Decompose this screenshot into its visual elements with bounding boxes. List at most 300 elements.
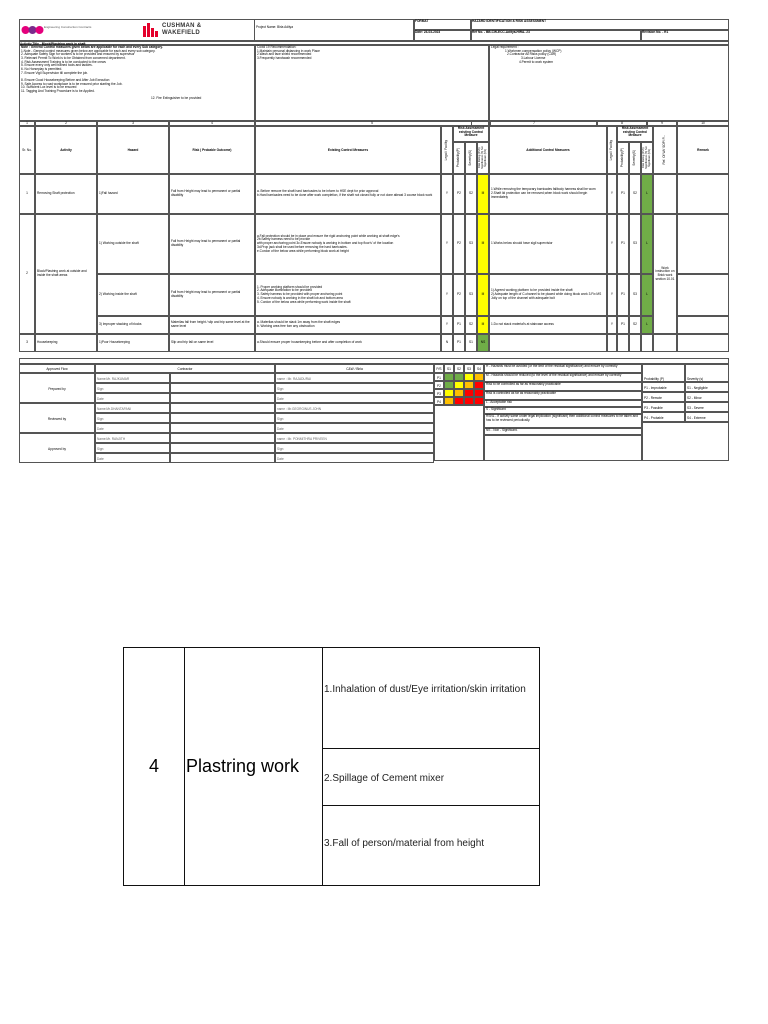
cell-ref bbox=[653, 334, 677, 352]
note-line: 6. No Horseplay is permitted. bbox=[21, 67, 63, 72]
cell-text: 1.Works below should have sigil supervisior bbox=[491, 241, 553, 246]
cell-text: M bbox=[481, 322, 485, 327]
col-legal2-label: Legal / Facility bbox=[609, 139, 614, 161]
cell-text: 3 bbox=[26, 340, 28, 345]
matrix-cell bbox=[444, 389, 454, 397]
matrix-cell bbox=[464, 373, 474, 381]
cell-text: 1) Working outside the shaft bbox=[99, 241, 139, 246]
cell-activity bbox=[35, 214, 97, 334]
contractor-sign-box bbox=[170, 403, 275, 413]
ref-cell bbox=[471, 30, 641, 41]
cell-text: 2 bbox=[26, 271, 28, 276]
legal-line: Legal requirement : bbox=[491, 45, 519, 49]
cell-text: P1 bbox=[621, 191, 625, 196]
covid-line: Covid 19 Recommendation: bbox=[257, 45, 297, 49]
legal-line: 2.Contractor All Risks policy (CAR) bbox=[507, 52, 557, 57]
cell-p bbox=[453, 174, 465, 214]
colnum: 3 bbox=[97, 121, 169, 126]
matrix-cell bbox=[464, 381, 474, 389]
colnum: 5 bbox=[255, 121, 489, 126]
cell-s2 bbox=[629, 274, 641, 316]
colnum: 7 bbox=[471, 121, 597, 126]
cell-text: S2 bbox=[633, 322, 637, 327]
cell-text: S1 bbox=[469, 340, 473, 345]
col-prob2 bbox=[617, 142, 629, 174]
cell-text: Removing Shaft protection bbox=[37, 191, 75, 196]
revision-cell bbox=[641, 30, 729, 41]
cell-text: S3 bbox=[633, 292, 637, 297]
approval-role: Approved by bbox=[19, 433, 95, 463]
cell-p bbox=[453, 214, 465, 274]
cell-p2 bbox=[617, 274, 629, 316]
title-cell bbox=[471, 19, 729, 30]
cell-activity bbox=[35, 174, 97, 214]
col-rating bbox=[477, 142, 489, 174]
cell-hazard bbox=[97, 274, 169, 316]
matrix-cell bbox=[454, 381, 464, 389]
cell-sr bbox=[19, 174, 35, 214]
note-line: 1.Note - General control measures given below are applicable for each and every sub category. bbox=[21, 48, 156, 53]
cell-remark bbox=[677, 334, 729, 352]
contractor-sign-box bbox=[170, 413, 275, 423]
contractor-date: Date bbox=[95, 423, 170, 433]
cell-legal bbox=[441, 316, 453, 334]
legend-line: NS - Non - Significant. bbox=[484, 428, 642, 435]
legend-line: Risk to be controlled as far as reasonably practicable bbox=[484, 382, 642, 391]
note-line: 2. Adequate Safety Sign for workers is to be provided and ensured by supervisor bbox=[21, 52, 135, 57]
cell-p bbox=[453, 334, 465, 352]
cell-text: P1 bbox=[621, 322, 625, 327]
contractor-sign-box bbox=[170, 443, 275, 453]
note-line: 8. Ensure Good Housekeeping Before and After Job Execution bbox=[21, 77, 110, 82]
cw-date: Date bbox=[275, 393, 434, 403]
cell-text: 1 bbox=[26, 191, 28, 196]
matrix-cell bbox=[444, 381, 454, 389]
cell-text: P1 bbox=[621, 241, 625, 246]
legal-line: 4.Permit to work system bbox=[519, 59, 554, 64]
probability-item: P3 - Possible bbox=[642, 402, 685, 412]
cell-existing bbox=[255, 316, 441, 334]
cell-ref bbox=[653, 174, 677, 214]
hira-document bbox=[19, 19, 729, 461]
project-cell bbox=[254, 19, 414, 41]
snippet-hazard-3: 3.Fall of person/material from height bbox=[324, 838, 485, 849]
cell-s bbox=[465, 274, 477, 316]
cell-legal2 bbox=[607, 334, 617, 352]
legend-blank bbox=[484, 435, 642, 461]
col-rating2-label: Risk Rating (PxS) Significance (S) Not Significant (NS) bbox=[641, 146, 651, 170]
cell-text: M bbox=[481, 191, 485, 196]
note-line: Note : General Control measures given below are applicable for each and every Sub category. bbox=[21, 45, 163, 49]
cell-p bbox=[453, 316, 465, 334]
cell-r bbox=[477, 174, 489, 214]
cell-r bbox=[477, 316, 489, 334]
approved-flow-head: Approved Flow bbox=[19, 364, 95, 373]
matrix-head: S4 bbox=[474, 364, 484, 373]
cell-hazard bbox=[97, 174, 169, 214]
cell-ref bbox=[653, 214, 677, 334]
brand-line2: WAKEFIELD bbox=[162, 29, 201, 36]
cell-text: 3) Improper stacking of blocks bbox=[99, 322, 142, 327]
cell-legal2 bbox=[607, 174, 617, 214]
cell-s2 bbox=[629, 174, 641, 214]
cw-birla-head: C&W / Birla bbox=[275, 364, 434, 373]
legend-line: Risk is controlled as far as reasonably practicable bbox=[484, 391, 642, 400]
document-title: HAZARD IDENTIFICATION & RISK ASSESSMENT bbox=[472, 19, 547, 23]
cell-s bbox=[465, 214, 477, 274]
col-ra-existing: Risk Assessment existing Control Measure bbox=[453, 126, 489, 142]
cw-date: Date bbox=[275, 423, 434, 433]
covid-notes bbox=[255, 45, 489, 121]
contractor-name: Name:Mr.DHANTAPANI bbox=[95, 403, 170, 413]
matrix-head: S3 bbox=[464, 364, 474, 373]
cell-legal bbox=[441, 274, 453, 316]
contractor-name: Name:Mr. RAJKUMAR bbox=[95, 373, 170, 383]
cell-text: S2 bbox=[469, 322, 473, 327]
cell-text: P2 bbox=[457, 241, 461, 246]
colnum: 10 bbox=[677, 121, 729, 126]
cell-text: Fall from Height may lead to permanent or partial disability bbox=[171, 290, 241, 298]
colnum: 2 bbox=[35, 121, 97, 126]
approval-role: Prepared by bbox=[19, 373, 95, 403]
cell-text: Fall from Height may lead to permanent or partial disability bbox=[171, 239, 241, 247]
cell-r2 bbox=[641, 274, 653, 316]
covid-line: 1.Maintain personal distancing in work Place bbox=[257, 48, 320, 53]
covid-line: 3.Frequently handwash recommended bbox=[257, 56, 312, 61]
cell-text: NS bbox=[480, 340, 486, 345]
document-date: Date: 24-03-2023 bbox=[415, 30, 441, 34]
note-line: 11. Tagging And Training Procedure is to be Applied. bbox=[21, 88, 95, 93]
cell-text: 1. Proper working platform should be provided 2. Adequate illumination to be provided 3. Safety harness to be provided with proper anchoring point 4. Ensure nobody is working in the shaft lob and bottom area 5. Cordon of the below area while performing work inside the shaft bbox=[257, 284, 351, 304]
cell-risk bbox=[169, 334, 255, 352]
cell-legal2 bbox=[607, 316, 617, 334]
cell-remark bbox=[677, 274, 729, 316]
cell-sr bbox=[19, 214, 35, 334]
cw-sign: Sign bbox=[275, 383, 434, 393]
cell-additional bbox=[489, 274, 607, 316]
activity-title: Activity Title - Block/Plastring work in shaft bbox=[19, 41, 729, 45]
cw-name: name : Mr. PONMITHRA PRIVEEN bbox=[275, 433, 434, 443]
matrix-cell bbox=[474, 381, 484, 389]
snippet-hazard-1: 1.Inhalation of dust/Eye irritation/skin irritation bbox=[323, 648, 539, 749]
cell-remark bbox=[677, 214, 729, 274]
matrix-p: P2 bbox=[434, 381, 444, 389]
cell-hazard bbox=[97, 214, 169, 274]
cell-existing bbox=[255, 334, 441, 352]
matrix-p: P1 bbox=[434, 373, 444, 381]
legend-line: H - Hazards must be avoided (or the limit of the residual significance) and ensure by correctly bbox=[484, 364, 642, 373]
legal-line: 1.Workmen compensation policy (WCP) bbox=[505, 48, 562, 53]
contractor-sign: Sign bbox=[95, 443, 170, 453]
cell-remark bbox=[677, 174, 729, 214]
cw-name: name : Mr. RAJADURAI bbox=[275, 373, 434, 383]
matrix-cell bbox=[474, 389, 484, 397]
matrix-head: P/S bbox=[434, 364, 444, 373]
contractor-head: Contractor bbox=[95, 364, 275, 373]
cell-p2 bbox=[617, 316, 629, 334]
contractor-date: Date bbox=[95, 453, 170, 463]
cell-existing bbox=[255, 274, 441, 316]
matrix-cell bbox=[474, 397, 484, 405]
col-existing: Existing Control Measures bbox=[255, 126, 441, 174]
severity-item: S4 - Extreme bbox=[685, 412, 729, 422]
brand-line1: CUSHMAN & bbox=[162, 23, 202, 29]
note-line: 10. Sufficient Lux level is to be ensured bbox=[21, 85, 77, 90]
cell-text: S2 bbox=[469, 191, 473, 196]
cell-text: Fall from Height may lead to permanent or partial disability bbox=[171, 189, 241, 197]
cell-activity bbox=[35, 334, 97, 352]
approval-role: Reviewed by bbox=[19, 403, 95, 433]
cell-text: 1) Agreed working platform to be provided inside the shaft 2) Adequate length of C-channel to be placed while doing block work 3.Fix MS Jolly on top of the channel with adequate bolt bbox=[491, 288, 602, 300]
severity-item: S2 - Minor bbox=[685, 392, 729, 402]
legal-line: 3.Labour License bbox=[521, 56, 546, 61]
cell-text: a. Before remove the shaft hard barricades to be inform to HSE dept for prior approval b.Hard barricades need to be done after work completion, if the shaft not closed fully or not done atleast 3 course block work bbox=[257, 189, 433, 197]
cell-text: S3 bbox=[469, 292, 473, 297]
col-remark: Remark bbox=[677, 126, 729, 174]
cell-text: L bbox=[646, 191, 648, 196]
cell-text: 1.Do not stack material's at staircase access bbox=[491, 322, 554, 327]
legend-line: M - Hazards should be reduced (to the level of the residual significance) and ensure by correctly bbox=[484, 373, 642, 382]
cell-additional bbox=[489, 174, 607, 214]
col-prob-label: Probability(P) bbox=[456, 148, 461, 168]
colnum: 8 bbox=[597, 121, 647, 126]
col-ra-after: Risk Assessment existing Control Measure bbox=[617, 126, 653, 142]
col-legal2 bbox=[607, 126, 617, 174]
cell-text: L bbox=[646, 322, 648, 327]
cell-legal bbox=[441, 214, 453, 274]
col-prob bbox=[453, 142, 465, 174]
cushman-wakefield-logo bbox=[142, 22, 252, 38]
cell-text: Y bbox=[610, 241, 614, 246]
cell-text: Y bbox=[445, 292, 449, 297]
cell-text: a.Fall protection should be in place and ensure the rigid anchoring point while working at shaft edge's 2b.Safety harness need to be provide with proper anchoring point 3c.Ensure nobody is working in bottom and top floor's' of the location 3d.Prop jack shall be used before removing the hard barricades. e.Cordon of the below area while performing block work at height bbox=[257, 233, 400, 253]
cell-r2 bbox=[641, 174, 653, 214]
col-activity: Activity bbox=[35, 126, 97, 174]
cell-text: P1 bbox=[457, 322, 461, 327]
note-line: 4. Risk Assessment Training is to be conducted to the crews bbox=[21, 59, 106, 64]
cw-sign: Sign bbox=[275, 443, 434, 453]
cell-additional bbox=[489, 316, 607, 334]
contractor-sign: Sign bbox=[95, 413, 170, 423]
matrix-p: P4 bbox=[434, 397, 444, 405]
cell-legal2 bbox=[607, 274, 617, 316]
matrix-head: S1 bbox=[444, 364, 454, 373]
cell-text: P1 bbox=[621, 292, 625, 297]
legend-line: RSNL - If activity same under legal implication (significant) then additional control measures to be taken and has to be reviewed periodically. bbox=[484, 414, 642, 428]
cell-hazard bbox=[97, 316, 169, 334]
cell-sr bbox=[19, 334, 35, 352]
building-icon bbox=[142, 23, 158, 37]
cell-text: P2 bbox=[457, 191, 461, 196]
cell-text: 1)Poor Housekeeping bbox=[99, 340, 130, 345]
cell-risk bbox=[169, 316, 255, 334]
colnum: 4 bbox=[169, 121, 255, 126]
cell-text: L bbox=[646, 292, 648, 297]
cell-text: S3 bbox=[469, 241, 473, 246]
ecc-logo bbox=[21, 22, 92, 38]
cell-text: S3 bbox=[633, 241, 637, 246]
cell-risk bbox=[169, 214, 255, 274]
cell-text: Y bbox=[610, 322, 614, 327]
col-rating2 bbox=[641, 142, 653, 174]
cw-name: name : Mr.GEORGINUS JOHN bbox=[275, 403, 434, 413]
col-sev2-label: Severity(S) bbox=[632, 150, 637, 166]
contractor-date-box bbox=[170, 393, 275, 403]
col-additional: Additional Control Measures bbox=[489, 126, 607, 174]
matrix-cell bbox=[444, 397, 454, 405]
col-prob2-label: Probability(P) bbox=[620, 148, 625, 168]
cw-sign: Sign bbox=[275, 413, 434, 423]
col-ref bbox=[653, 126, 677, 174]
cell-s2 bbox=[629, 316, 641, 334]
note-line: 5. Ensure every only well trained tools and tackles. bbox=[21, 63, 93, 68]
cell-text: a. Materilas should be stack 1m away from the shaft edges b. Working area free fom any obstruction bbox=[257, 320, 341, 328]
legal-notes bbox=[489, 45, 729, 121]
col-rating-label: Risk Rating (PxS) Significance (S) Not Significant (NS) bbox=[477, 146, 487, 170]
cell-r bbox=[477, 214, 489, 274]
severity-head: Severity (s) bbox=[685, 364, 729, 382]
cell-text: P2 bbox=[457, 292, 461, 297]
cell-text: M bbox=[481, 241, 485, 246]
contractor-date-box bbox=[170, 453, 275, 463]
cell-s bbox=[465, 174, 477, 214]
probability-head: Probability (P) bbox=[642, 364, 685, 382]
cell-text: Block/Plastring work at outside and inside the shaft areas bbox=[37, 269, 87, 277]
contractor-sign-box bbox=[170, 383, 275, 393]
cell-legal2 bbox=[607, 214, 617, 274]
project-name: Project Name: Birla Aditya bbox=[256, 25, 294, 29]
note-line: 7. Ensure Vigil Supervision till complete the job. bbox=[21, 70, 89, 75]
date-cell bbox=[414, 30, 471, 41]
cell-text: Y bbox=[445, 241, 449, 246]
cell-text: 1.While removing the temporary barricades fallbody harness shall be worn 2.Shaft lid protection can be removed,when block work should begin immediately bbox=[491, 187, 596, 199]
note-line: 3. Relevant Permit To Work is to be Obtained from concerned department. bbox=[21, 56, 126, 61]
cell-remark bbox=[677, 316, 729, 334]
cell-text: 1)Fall hazard bbox=[99, 191, 118, 196]
cell-text: N bbox=[445, 340, 449, 345]
col-sev-label: Severity(S) bbox=[468, 150, 473, 166]
col-hazard: Hazard bbox=[97, 126, 169, 174]
cell-text: a.Should ensure proper housekeeping before and after completion of work bbox=[257, 340, 362, 345]
matrix-p: P3 bbox=[434, 389, 444, 397]
plastering-snippet-table bbox=[123, 647, 540, 886]
cell-r bbox=[477, 274, 489, 316]
col-risk: Risk ( Probable Outcome) bbox=[169, 126, 255, 174]
cell-r2 bbox=[641, 214, 653, 274]
severity-item: S3 - Severe bbox=[685, 402, 729, 412]
cell-p bbox=[453, 274, 465, 316]
legend-line: L - Acceptable risk bbox=[484, 400, 642, 407]
cell-r bbox=[477, 334, 489, 352]
matrix-blank bbox=[434, 405, 484, 461]
contractor-name: Name:Mr. RANJITH bbox=[95, 433, 170, 443]
colnum: 1 bbox=[19, 121, 35, 126]
cell-text: Slip and trip fall on same level bbox=[171, 340, 214, 345]
contractor-sign: Sign bbox=[95, 383, 170, 393]
matrix-head: S2 bbox=[454, 364, 464, 373]
cell-additional bbox=[489, 334, 607, 352]
probability-item: P1 - Improbable bbox=[642, 382, 685, 392]
cell-text: P1 bbox=[457, 340, 461, 345]
covid-line: 2.Wash and face shield recommended bbox=[257, 52, 312, 57]
cell-text: Work instruction on Brick work section 10.01 bbox=[655, 265, 675, 281]
matrix-cell bbox=[454, 397, 464, 405]
cell-s2 bbox=[629, 334, 641, 352]
legend-line: S - Significant bbox=[484, 407, 642, 414]
cell-text: Y bbox=[610, 292, 614, 297]
cell-hazard bbox=[97, 334, 169, 352]
matrix-cell bbox=[444, 373, 454, 381]
contractor-sign-box bbox=[170, 433, 275, 443]
matrix-cell bbox=[454, 373, 464, 381]
cell-p2 bbox=[617, 334, 629, 352]
matrix-cell bbox=[464, 397, 474, 405]
cell-text: Materilas fall from height / slip and trip same level at the same level bbox=[171, 320, 250, 328]
matrix-cell bbox=[464, 389, 474, 397]
col-sr-no: Sr. No. bbox=[19, 126, 35, 174]
severity-item: S1 - Negligible bbox=[685, 382, 729, 392]
format-label: FORMAT bbox=[415, 19, 429, 23]
format-cell bbox=[414, 19, 471, 30]
cell-text: L bbox=[646, 241, 648, 246]
snippet-hazard-2: 2.Spillage of Cement mixer bbox=[323, 749, 539, 806]
revision-number: Revision No. - R1 bbox=[642, 30, 669, 34]
snippet-number: 4 bbox=[124, 648, 185, 885]
cell-risk bbox=[169, 274, 255, 316]
ps-blank bbox=[642, 422, 729, 461]
cell-r2 bbox=[641, 334, 653, 352]
cell-text: 2) Working inside the shaft bbox=[99, 292, 137, 297]
cell-existing bbox=[255, 214, 441, 274]
cell-text: M bbox=[481, 292, 485, 297]
cell-s2 bbox=[629, 214, 641, 274]
probability-item: P2 - Remote bbox=[642, 392, 685, 402]
col-sev2 bbox=[629, 142, 641, 174]
colnum: 9 bbox=[647, 121, 677, 126]
cell-s bbox=[465, 316, 477, 334]
cell-risk bbox=[169, 174, 255, 214]
note-line: 9. Safe Access to road workplace is to be ensured prior starting the Job. bbox=[21, 81, 123, 86]
reference-number: Ref No. - BB-CW-ECC-Aditya-HIRA- 23 bbox=[472, 30, 530, 34]
col-legal bbox=[441, 126, 453, 174]
contractor-sign-box bbox=[170, 373, 275, 383]
cell-p2 bbox=[617, 214, 629, 274]
contractor-date-box bbox=[170, 423, 275, 433]
cell-text: Y bbox=[445, 191, 449, 196]
probability-item: P4 - Probable bbox=[642, 412, 685, 422]
col-legal-label: Legal / Facility bbox=[444, 139, 449, 161]
cell-text: Housekeeping bbox=[37, 340, 58, 345]
matrix-cell bbox=[474, 373, 484, 381]
cell-p2 bbox=[617, 174, 629, 214]
cell-additional bbox=[489, 214, 607, 274]
cell-legal bbox=[441, 174, 453, 214]
cell-text: Y bbox=[445, 322, 449, 327]
general-notes bbox=[19, 45, 255, 121]
col-sev bbox=[465, 142, 477, 174]
cw-date: Date bbox=[275, 453, 434, 463]
cell-r2 bbox=[641, 316, 653, 334]
snippet-activity: Plastring work bbox=[184, 648, 323, 885]
cell-text: S2 bbox=[633, 191, 637, 196]
note-line: 12. Fire Extinguisher to be provided bbox=[151, 96, 202, 101]
col-ref-label: Ref. Of WI/ SOP/ P... bbox=[662, 135, 667, 165]
cell-s bbox=[465, 334, 477, 352]
ecc-tagline: Engineering Construction Contracts bbox=[44, 25, 92, 29]
contractor-date: Date bbox=[95, 393, 170, 403]
cell-legal bbox=[441, 334, 453, 352]
matrix-cell bbox=[454, 389, 464, 397]
